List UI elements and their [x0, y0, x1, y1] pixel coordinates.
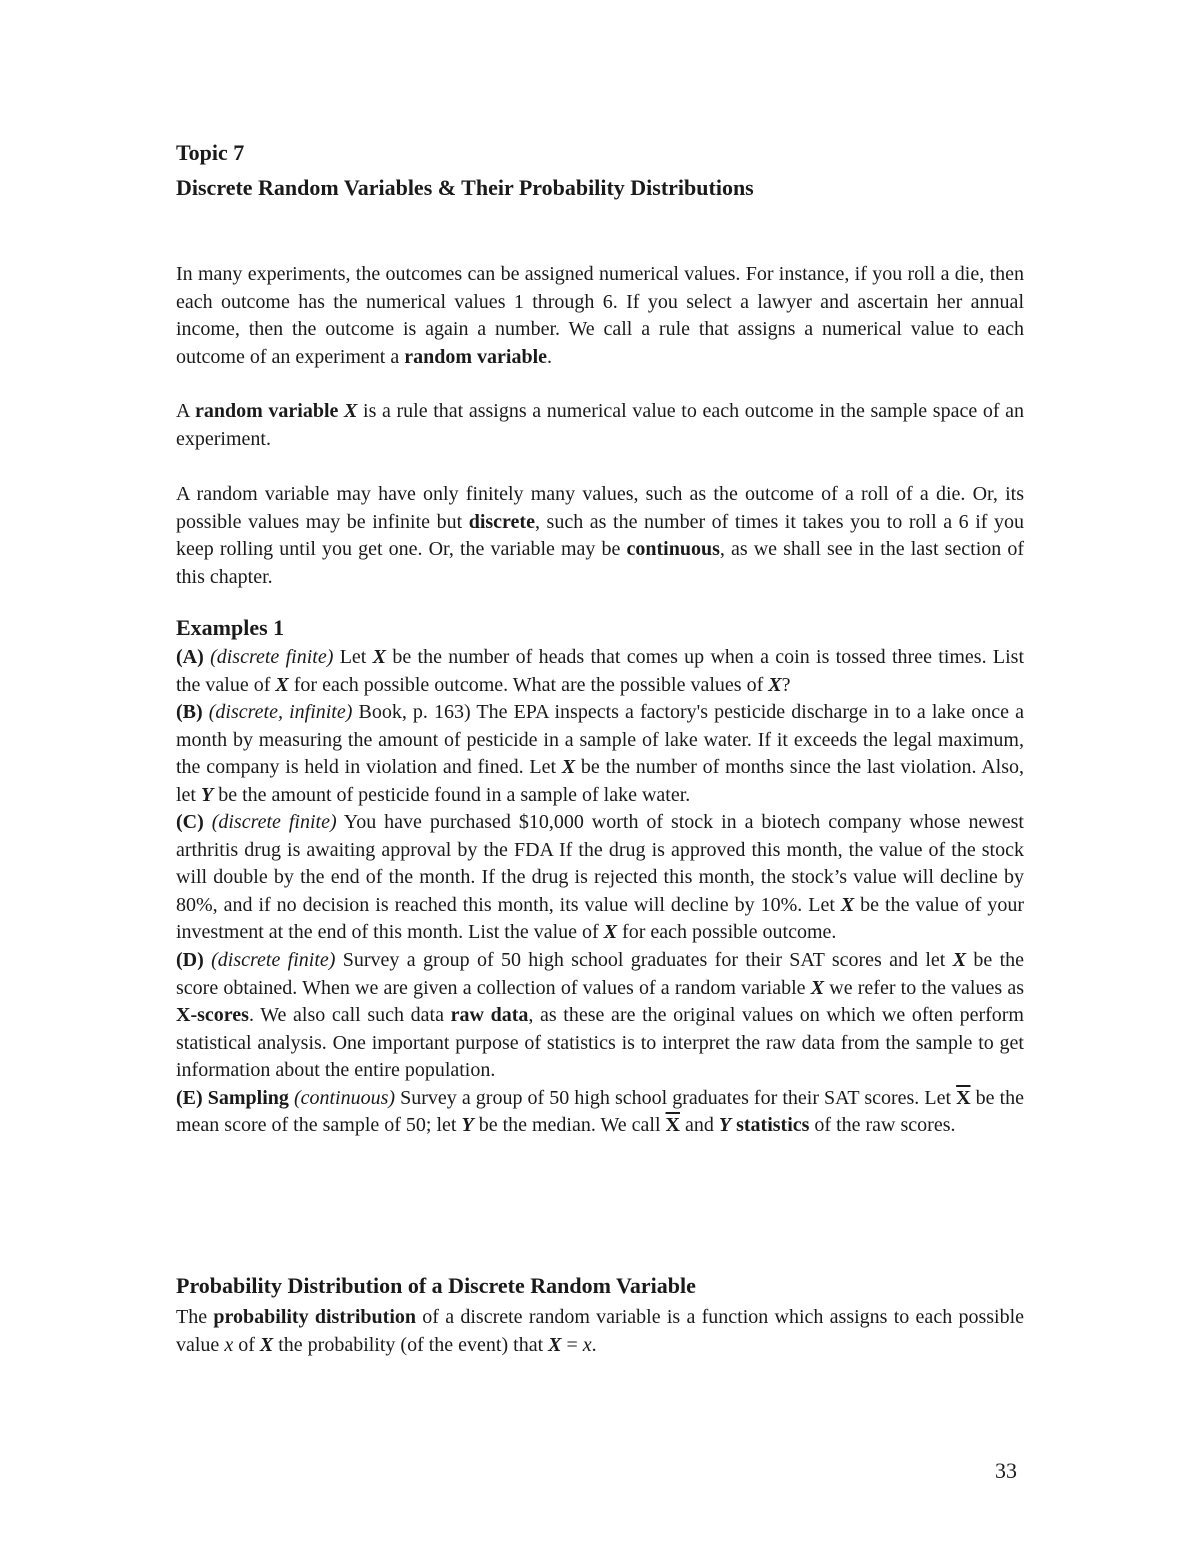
variable-x: X [810, 976, 825, 999]
probability-distribution-heading: Probability Distribution of a Discrete Random Variable [176, 1273, 696, 1298]
example-text: , as these are the original values on which we often perform statistical analysis. One important purpose of statistics is to interpret the raw data from the sample to get information about the entire population. [176, 1004, 1024, 1082]
term-discrete: discrete [468, 510, 535, 533]
definition-term: random variable [194, 400, 339, 422]
variable-x: X [561, 756, 576, 779]
examples-heading: Examples 1 [176, 615, 285, 640]
example-text: be the score obtained. When we are given a collection of values of a random variable [176, 949, 1025, 999]
example-text: and [679, 1114, 719, 1137]
types-text: A random variable may have only finitely many values, such as the outcome of a roll of a die. Or, its possible values may be infinite but [176, 483, 1024, 533]
types-text-mid: , such as the number of times it takes you to roll a 6 if you keep rolling until you get one. Or, the variable may be [176, 510, 1025, 560]
variable-y: Y [461, 1114, 474, 1137]
example-text: we refer to the values as [824, 976, 1024, 999]
example-text: Survey a group of 50 high school graduates for their SAT scores and let [335, 949, 953, 972]
example-text: of the raw scores. [809, 1114, 956, 1137]
example-text: You have purchased $10,000 worth of stock in a biotech company whose newest arthritis drug is awaiting approval by the FDA If the drug is approved this month, the value of the stock will double by the end of the month. If the drug is rejected this month, the stock’s value will decline by 80%, and if no decision is reached this month, its value will decline by 10%. Let [176, 811, 1024, 916]
term-statistics: statistics [736, 1114, 810, 1137]
definition-text-rest: is a rule that assigns a numerical value to each outcome in the sample space of an experiment. [176, 400, 1024, 450]
example-text: be the value of your investment at the end of this month. List the value of [176, 893, 1025, 944]
variable-x: X [952, 949, 967, 972]
example-text: be the number of months since the last violation. Also, let [176, 756, 1024, 806]
variable-y: Y [201, 783, 214, 806]
example-c-label: (C) [176, 811, 204, 834]
term-random-variable: random variable [404, 345, 548, 368]
example-text: Let [333, 646, 373, 668]
term-raw-data: raw data [450, 1004, 529, 1027]
example-e-label: (E) Sampling [176, 1086, 289, 1109]
equation-rhs: x [582, 1333, 592, 1356]
intro-paragraph [176, 261, 1024, 371]
example-a-label: (A) [176, 646, 204, 668]
example-b [176, 699, 1024, 809]
variable-x: X [840, 893, 855, 916]
variable-y: Y [718, 1114, 732, 1137]
probability-distribution-paragraph [176, 1304, 1024, 1359]
example-text: Book, p. 163) The EPA inspects a factory's pesticide discharge in to a lake once a month by measuring the amount of pesticide in a sample of lake water. If it exceeds the legal maximum, the company is held in violation and fined. Let [176, 701, 1024, 779]
variable-x: X [344, 400, 358, 422]
pd-text: . [591, 1333, 597, 1356]
document-page [176, 0, 1026, 1553]
pd-text: The [176, 1306, 214, 1328]
pd-text: of a discrete random variable is a function which assigns to each possible value [176, 1306, 1025, 1356]
term-x-scores: X-scores [176, 1004, 249, 1027]
page-title: Discrete Random Variables & Their Probability Distributions [176, 175, 754, 200]
example-text: . We also call such data [248, 1004, 451, 1027]
term-continuous: continuous [626, 538, 720, 560]
definition-text: A [176, 400, 195, 422]
example-a-tag: (discrete finite) [210, 646, 334, 668]
variable-x-bar: $\overline{X}$ [956, 1086, 971, 1109]
variable-x: X [275, 673, 289, 696]
pd-text: the probability (of the event) that [273, 1333, 549, 1356]
example-e [176, 1085, 1024, 1140]
intro-end: . [547, 345, 553, 368]
example-e-tag: (continuous) [293, 1086, 396, 1109]
intro-text: In many experiments, the outcomes can be assigned numerical values. For instance, if you roll a die, then each outcome has the numerical values 1 through 6. If you select a lawyer and ascertain her annual income, then the outcome is again a number. We call a rule that assigns a numerical value to each outcome of an experiment a [176, 263, 1024, 368]
topic-label: Topic 7 [176, 140, 245, 165]
example-text: be the amount of pesticide found in a sample of lake water. [213, 783, 691, 806]
variable-x: X [372, 646, 387, 668]
example-text: be the number of heads that comes up when a coin is tossed three times. List the value of [176, 646, 1025, 696]
example-text: for each possible outcome. [617, 921, 837, 944]
example-a [176, 644, 1024, 699]
variable-x: X [259, 1333, 274, 1356]
term-probability-distribution: probability distribution [213, 1306, 417, 1328]
variable-x-bar: $\overline{X}$ [665, 1114, 680, 1137]
equation-lhs: X [548, 1333, 562, 1356]
example-d-tag: (discrete finite) [211, 949, 336, 972]
example-text: be the median. We call [473, 1114, 666, 1137]
example-text: be the mean score of the sample of 50; let [176, 1086, 1024, 1137]
example-c-tag: (discrete finite) [211, 811, 337, 834]
example-d-label: (D) [176, 949, 204, 972]
page-number: 33 [995, 1458, 1017, 1483]
example-text: Survey a group of 50 high school graduates for their SAT scores. Let [395, 1086, 957, 1109]
variable-x: X [768, 673, 782, 696]
example-d [176, 947, 1024, 1085]
example-text: for each possible outcome. What are the possible values of [288, 673, 769, 696]
examples-list [176, 644, 1024, 1140]
definition-paragraph [176, 398, 1024, 453]
equation-operator: = [561, 1333, 583, 1356]
variable-lower-x: x [224, 1333, 234, 1356]
example-c [176, 809, 1024, 947]
variable-types-paragraph [176, 481, 1024, 591]
variable-x: X [603, 921, 618, 944]
types-text-end: , as we shall see in the last section of this chapter. [176, 538, 1025, 588]
example-b-tag: (discrete, infinite) [208, 701, 353, 724]
pd-text: of [233, 1333, 260, 1356]
example-text: ? [781, 673, 791, 696]
example-b-label: (B) [176, 701, 203, 724]
